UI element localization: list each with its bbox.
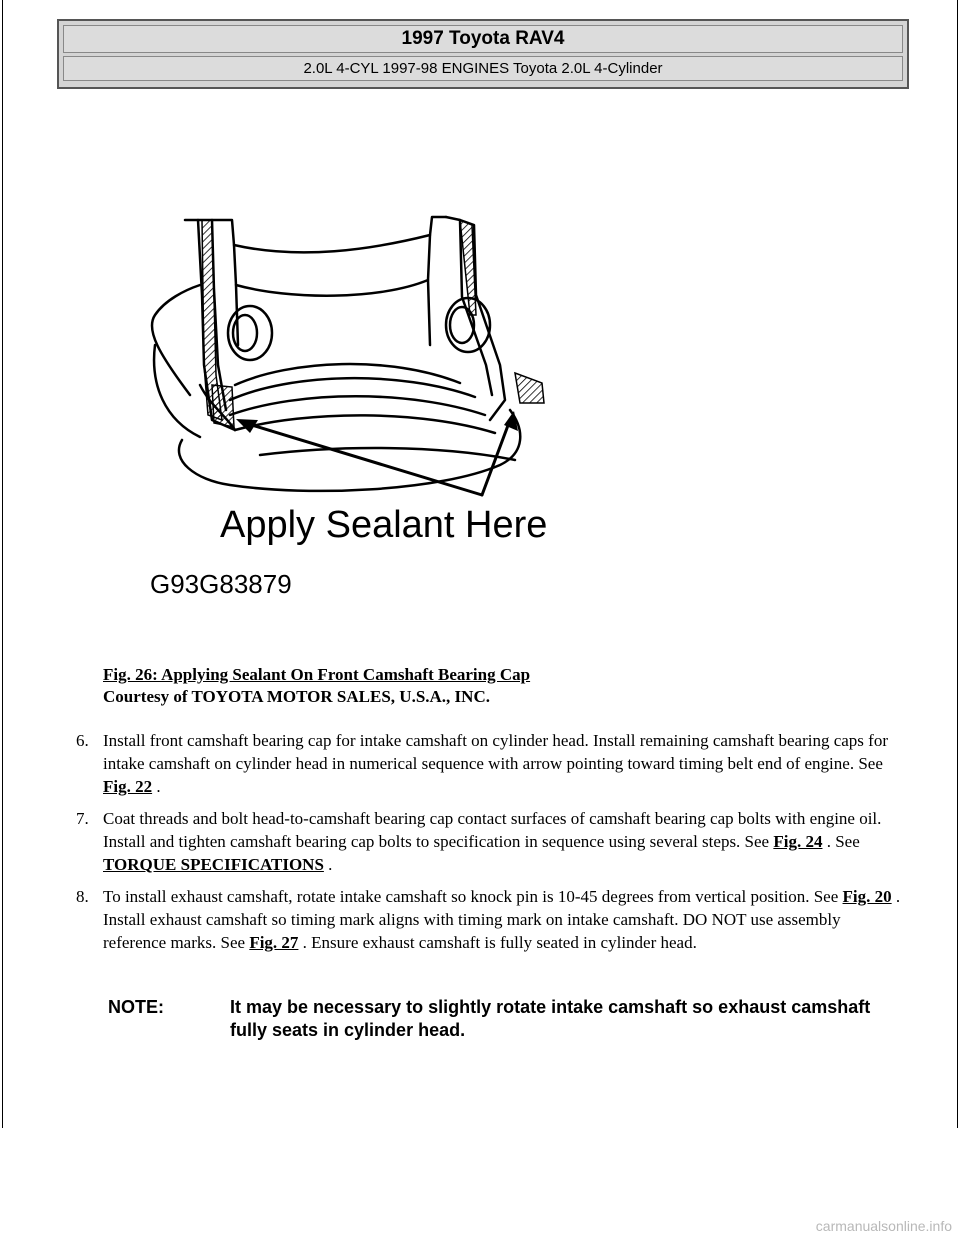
step-text-part: . Install exhaust camshaft so timing mark aligns with timing mark on intake camshaft. DO NOT use assembly reference marks. See xyxy=(103,887,901,952)
step-text-part: . Ensure exhaust camshaft is fully seated in cylinder head. xyxy=(298,933,697,952)
header-title: 1997 Toyota RAV4 xyxy=(401,28,565,49)
step-text-part: To install exhaust camshaft, rotate intake camshaft so knock pin is 10-45 degrees from vertical position. See xyxy=(103,887,843,906)
step-number: 8. xyxy=(76,887,89,906)
step-text-part: . xyxy=(152,777,161,796)
torque-specifications-link[interactable]: TORQUE SPECIFICATIONS xyxy=(103,855,324,874)
figure-caption-courtesy: Courtesy of TOYOTA MOTOR SALES, U.S.A., INC. xyxy=(103,687,490,706)
step-7 xyxy=(76,807,906,876)
note-label: NOTE: xyxy=(108,997,164,1017)
camshaft-bearing-cap-figure xyxy=(140,205,580,605)
step-text xyxy=(103,807,906,876)
figure-caption-title[interactable]: Fig. 26: Applying Sealant On Front Camshaft Bearing Cap xyxy=(103,665,531,684)
figure-caption xyxy=(103,664,530,708)
step-6 xyxy=(76,729,906,798)
step-number: 7. xyxy=(76,809,89,828)
note-block xyxy=(108,996,908,1042)
step-text-part: Coat threads and bolt head-to-camshaft bearing cap contact surfaces of camshaft bearing cap bolts with engine oil. Install and tighten camshaft bearing cap bolts to specification in sequence using several steps. See xyxy=(103,809,882,851)
step-text-part: Install front camshaft bearing cap for intake camshaft on cylinder head. Install remaining camshaft bearing caps for intake camshaft on cylinder head in numerical sequence with arrow pointing toward timing belt end of engine. See xyxy=(103,731,888,773)
figure-code: G93G83879 xyxy=(150,569,292,599)
fig-20-link[interactable]: Fig. 20 xyxy=(842,887,892,906)
watermark: carmanualsonline.info xyxy=(815,1218,952,1234)
note-text: It may be necessary to slightly rotate intake camshaft so exhaust camshaft fully seats in cylinder head. xyxy=(230,997,871,1040)
step-text xyxy=(103,885,906,954)
step-text xyxy=(103,729,906,798)
step-8 xyxy=(76,885,906,954)
fig-22-link[interactable]: Fig. 22 xyxy=(103,777,153,796)
procedure-steps xyxy=(76,729,906,963)
figure-label: Apply Sealant Here xyxy=(220,504,548,546)
step-text-part: . xyxy=(323,855,333,874)
header-subtitle: 2.0L 4-CYL 1997-98 ENGINES Toyota 2.0L 4-Cylinder xyxy=(303,60,663,77)
step-text-part: . See xyxy=(822,832,860,851)
fig-24-link[interactable]: Fig. 24 xyxy=(773,832,823,851)
document-header xyxy=(57,19,909,89)
fig-27-link[interactable]: Fig. 27 xyxy=(249,933,299,952)
step-number: 6. xyxy=(76,731,89,750)
